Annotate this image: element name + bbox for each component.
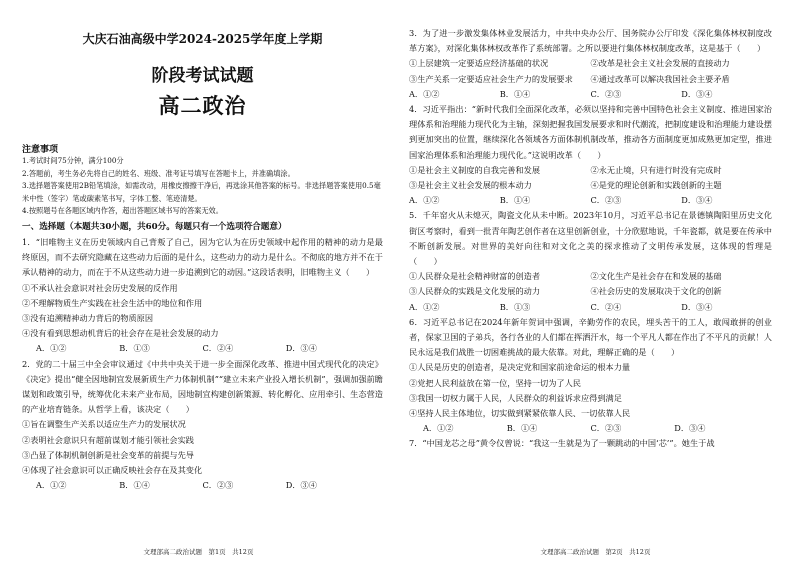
question-1-option: ③没有追溯精神动力背后的物质原因 [22, 312, 154, 323]
question-5-options-row [409, 269, 772, 284]
choice-b: B．①④ [119, 480, 150, 491]
choice-b: B．①④ [499, 195, 531, 206]
question-2-stem: 2．党的二十届三中全会审议通过《中共中央关于进一步全面深化改革、推进中国式现代化的决定》《决定》提出“健全因地制宜发展新质生产力体制机制”“建立未来产业投入增长机制”，强调加强前瞻谋划和政策引导，统筹优化未来产业布局，因地制宜构建创新策源、转化孵化、应用牵引、生态营造的产业培育链条。从哲学上看，该决定（ ） [22, 358, 383, 415]
choice-d: D．③④ [681, 301, 713, 312]
choice-d: D．③④ [681, 195, 713, 206]
question-4-option: ②永无止境，只有进行时没有完成时 [590, 164, 722, 175]
question-3-options-row [409, 72, 772, 87]
question-1-option: ①不承认社会意识对社会历史发展的反作用 [22, 282, 178, 293]
right-column [397, 0, 794, 561]
choice-c: C．②④ [202, 343, 234, 354]
question-4-options-row [409, 178, 772, 193]
choice-c: C．②③ [590, 423, 622, 434]
choice-c: C．②③ [202, 480, 234, 491]
choice-b: B．①④ [499, 88, 531, 99]
question-3-options-row [409, 56, 772, 71]
question-5-option: ③人民群众的实践是文化发展的动力 [409, 286, 541, 297]
question-1-option: ④没有看到思想动机背后的社会存在是社会发展的动力 [22, 328, 219, 339]
section-heading: 一、选择题（本题共30小题，共60分。每题只有一个选项符合题意） [22, 221, 287, 232]
question-2-option: ①旨在调整生产关系以适应生产力的发展状况 [22, 419, 186, 430]
note-item: 4.按照题号在各题区域内作答，超出答题区域书写的答案无效。 [22, 206, 223, 216]
question-6-option: ④坚持人民主体地位，切实做到紧紧依靠人民、一切依靠人民 [409, 408, 631, 419]
question-1-choices [22, 341, 383, 356]
question-1-stem: 1．“旧唯物主义在历史领域内自己背叛了自己，因为它认为在历史领域中起作用的精神的动力是最终原因，而不去研究隐藏在这些动力后面的是什么，这些动力的动力是什么。不彻底的地方并不在于承认精神的动力，而在于不从这些动力进一步追溯到它的动因。”这段话表明，旧唯物主义（ ） [22, 236, 383, 278]
choice-c: C．②③ [590, 88, 622, 99]
question-4-option: ①是社会主义制度的自我完善和发展 [409, 164, 541, 175]
question-3-option: ④通过改革可以解决我国社会主要矛盾 [590, 73, 730, 84]
choice-a: A．①② [36, 343, 67, 354]
choice-c: C．②③ [590, 195, 622, 206]
question-5-options-row [409, 284, 772, 299]
choice-c: C．②④ [590, 301, 622, 312]
question-3-choices [409, 87, 772, 102]
question-2-option: ③凸显了体制机制创新是社会变革的前提与先导 [22, 449, 194, 460]
question-6-stem: 6．习近平总书记在2024年新年贺词中强调，辛勤劳作的农民，埋头苦干的工人，敢闯敢拼的创业者，保家卫国的子弟兵，各行各业的人们都在挥洒汗水，每一个平凡人都在作出了不平凡的贡献！人民永远是我们战胜一切困难挑战的最大依靠。对此，理解正确的是（ ） [409, 316, 772, 358]
page-footer: 文理部高二政治试题 第1页 共12页 [143, 548, 254, 556]
question-4-option: ③是社会主义社会发展的根本动力 [409, 180, 532, 191]
exam-title: 阶段考试试题 [151, 66, 254, 86]
note-item: 3.选择题答案使用2B铅笔填涂，如需改动，用橡皮擦擦干净后，再选涂其他答案的标号。非选择题答案使用0.5毫米中性（签字）笔或碳素笔书写，字体工整、笔迹清楚。 [22, 181, 381, 203]
choice-d: D．③④ [285, 480, 317, 491]
question-3-option: ②改革是社会主义社会发展的直接动力 [590, 58, 730, 69]
choice-b: B．①④ [506, 423, 538, 434]
question-6-option: ③我国一切权力属于人民，人民群众的利益诉求应得到满足 [409, 392, 622, 403]
question-5-option: ②文化生产是社会存在和发展的基础 [590, 271, 722, 282]
choice-a: A．①② [36, 480, 67, 491]
choice-b: B．①③ [119, 343, 150, 354]
subject-title: 高二政治 [158, 93, 247, 118]
choice-d: D．③④ [285, 343, 317, 354]
notes-heading: 注意事项 [22, 145, 59, 155]
choice-a: A．①② [409, 301, 440, 312]
note-item: 2.答题前，考生务必先将自己的姓名、班级、准考证号填写在答题卡上，并准确填涂。 [22, 168, 295, 178]
question-5-option: ①人民群众是社会精神财富的创造者 [409, 271, 541, 282]
question-2-option: ④体现了社会意识可以正确反映社会存在及其变化 [22, 465, 203, 476]
question-5-choices [409, 300, 772, 315]
question-4-choices [409, 193, 772, 208]
question-6-choices [409, 421, 772, 436]
question-4-stem: 4．习近平指出：“新时代我们全面深化改革，必须以坚持和完善中国特色社会主义制度、推进国家治理体系和治理能力现代化为主轴，深刻把握我国发展要求和时代潮流，把制度建设和治理能力建设摆到更加突出的位置，继续深化各领域各方面体制机制改革，推动各方面制度更加成熟更加定型，推进国家治理体系和治理能力现代化。”这说明改革（ ） [409, 104, 772, 160]
school-name: 大庆石油高级中学2024-2025学年度上学期 [82, 32, 323, 46]
question-5-option: ④社会历史的发展取决于文化的创新 [590, 286, 722, 297]
note-item: 1.考试时间75分钟，满分100分 [22, 156, 124, 165]
question-2-choices [22, 478, 383, 493]
question-3-option: ①上层建筑一定要适应经济基础的状况 [409, 58, 549, 69]
question-1-option: ②不理解物质生产实践在社会生活中的地位和作用 [22, 297, 203, 308]
choice-a: A．①② [409, 88, 440, 99]
question-6-option: ②党把人民利益放在第一位，坚持一切为了人民 [409, 377, 581, 388]
choice-a: A．①② [409, 195, 440, 206]
choice-d: D．③④ [681, 88, 713, 99]
question-3-stem: 3．为了进一步激发集体林业发展活力，中共中央办公厅、国务院办公厅印发《深化集体林权制度改革方案》，对深化集体林权改革作了系统部署。之所以要进行集体林权制度改革，这是基于（ ） [409, 28, 772, 54]
question-4-option: ④是党的理论创新和实践创新的主题 [590, 180, 722, 191]
question-6-option: ①人民是历史的创造者，是决定党和国家前途命运的根本力量 [409, 362, 631, 373]
question-7-stem: 7．“中国龙芯之母”黄令仪曾说：“我这一生就是为了一颗跳动的中国‘芯’”。她生于战 [409, 438, 715, 449]
page-footer: 文理部高二政治试题 第2页 共12页 [540, 548, 651, 556]
choice-d: D．③④ [674, 423, 706, 434]
question-3-option: ③生产关系一定要适应社会生产力的发展要求 [409, 73, 573, 84]
question-5-stem: 5．千年窑火从未熄灭，陶瓷文化从未中断。2023年10月，习近平总书记在景德镇陶阳里历史文化街区考察时，看到一批青年陶艺创作者在这里创新创业，十分欣慰地说，千年瓷都，就是要在传承中不断创新发展。对世界的美好向往和对文化之美的探求推动了文明传承发展，这体现的哲理是（ ） [409, 210, 772, 267]
question-4-options-row [409, 163, 772, 178]
choice-a: A．①② [423, 423, 454, 434]
question-2-option: ②表明社会意识只有超前谋划才能引领社会实践 [22, 434, 194, 445]
choice-b: B．①③ [499, 301, 531, 312]
